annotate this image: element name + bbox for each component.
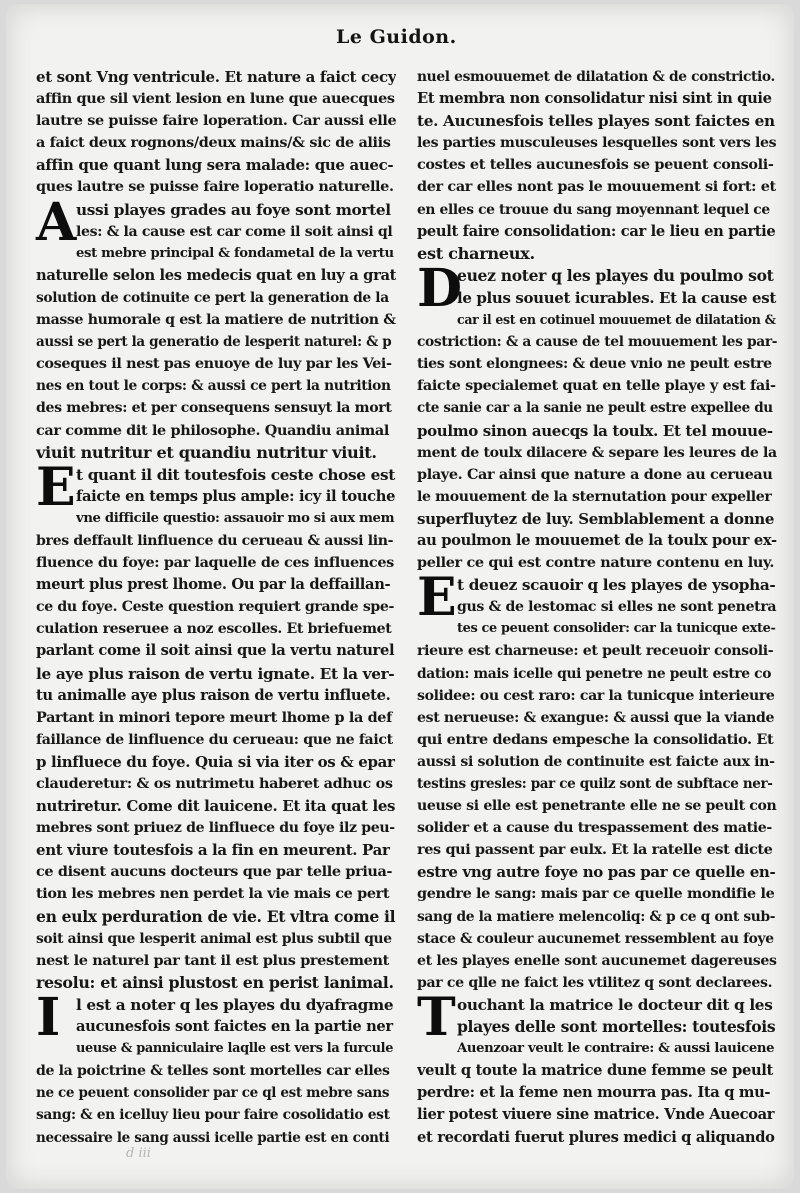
text-line: parlant come il soit ainsi que la vertu naturel (36, 642, 395, 660)
drop-capital: E (417, 567, 457, 629)
text-line: res qui passent par eulx. Et la ratelle est dicte (417, 841, 773, 859)
text-line: ties sont elongnees: & deue vnio ne peult estre (417, 356, 772, 373)
running-title: Le Guidon. (336, 26, 457, 48)
text-line: aucunesfois sont faictes en la partie ner (76, 1018, 393, 1036)
text-line: playes delle sont mortelles: toutesfois (457, 1017, 776, 1037)
text-line: l est a noter q les playes du dyafragme (76, 995, 394, 1014)
drop-capital: I (36, 986, 60, 1048)
text-line: ueuse si elle est penetrante elle ne se peult con (417, 798, 777, 815)
left-paragraph (36, 191, 396, 464)
text-line: perdre: et la feme nen mourra pas. Ita q mu- (417, 1084, 771, 1102)
text-line: gendre le sang: mais par ce quelle mondifie le (417, 885, 775, 903)
text-line: les parties musculeuses lesquelles sont vers les (417, 135, 777, 152)
text-line: masse humorale q est la matiere de nutrition & (36, 312, 396, 329)
text-line: lier potest viuere sine matrice. Vnde Auecoar (417, 1106, 775, 1124)
text-line: en elles ce trouue du sang moyennant lequel ce (417, 201, 770, 218)
folio-mark: d iii (126, 1146, 151, 1161)
text-line: bres deffault linfluence du cerueau & aussi lin- (36, 532, 394, 549)
text-line: des mebres: et per consequens sensuyt la mort (36, 400, 392, 417)
text-line: le plus souuet icurables. Et la cause est (457, 288, 776, 307)
text-line: playe. Car ainsi que nature a done au cerueau (417, 465, 773, 483)
text-line: resolu: et ainsi plustost en perist lanimal. (36, 972, 394, 992)
text-line: euez noter q les playes du poulmo sot (457, 265, 774, 285)
text-line: est nerueuse: & exangue: & aussi que la viande (417, 709, 775, 726)
text-line: naturelle selon les medecis quat en luy a grat (36, 266, 396, 284)
text-line: nes en tout le corps: & aussi ce pert la nutrition (36, 378, 391, 395)
text-line: solider et a cause du trespassement des matie- (417, 820, 772, 837)
drop-capital: E (36, 456, 76, 518)
text-line: ce du foye. Ceste question requiert grande spe- (36, 599, 395, 616)
text-line: nest le naturel par tant il est plus prestement (36, 951, 389, 969)
left-text-column (36, 66, 396, 1149)
text-line: car comme dit le philosophe. Quandiu animal (36, 421, 389, 439)
text-line: faillance de linfluence du cerueau: que ne faict (36, 731, 393, 748)
right-paragraph (417, 66, 777, 265)
left-paragraph (36, 456, 396, 994)
text-line: te. Aucunesfois telles playes sont faictes en (417, 112, 775, 131)
text-line: der car elles nont pas le mouuement si fort: et (417, 178, 776, 196)
text-line: tu animalle aye plus raison de vertu influete. (36, 686, 391, 704)
text-line: en eulx perduration de vie. Et vltra come il (36, 906, 396, 926)
text-line: vne difficile questio: assauoir mo si aux mem (76, 510, 395, 526)
text-line: p linfluece du foye. Quia si via iter os & epar (36, 752, 395, 771)
text-line: ueuse & panniculaire laqlle est vers la furcule (76, 1041, 394, 1057)
text-line: qui entre dedans empesche la consolidatio. Et (417, 730, 774, 748)
text-line: ouchant la matrice le docteur dit q les (457, 995, 773, 1014)
text-line: fluence du foye: par laquelle de ces influences (36, 554, 394, 572)
text-line: faicte en temps plus ample: icy il touche (76, 487, 396, 505)
text-line: et les playes enelle sont aucunemet dagereuses (417, 952, 777, 969)
text-line: sang de la matiere melencoliq: & p ce q ont sub- (417, 908, 776, 925)
text-line: de la poictrine & telles sont mortelles car elles (36, 1063, 390, 1080)
left-paragraph (36, 986, 396, 1149)
text-line: par ce qlle ne faict les vtilitez q sont declarees. (417, 974, 773, 991)
text-line: affin que sil vient lesion en lune que auecques (36, 90, 395, 108)
text-line: tes ce peuent consolider: car la tunicque exte- (457, 621, 776, 637)
text-line: mebres sont priuez de linfluece du foye ilz peu- (36, 820, 395, 837)
text-line: aussi si solution de continuite est faicte aux in- (417, 753, 775, 770)
text-line: ussi playes grades au foye sont mortel (76, 200, 391, 219)
right-paragraph (417, 567, 777, 994)
text-line: ment de toulx dilacere & separe les leures de la (417, 444, 777, 461)
text-line: dation: mais icelle qui penetre ne peult estre co (417, 665, 772, 682)
drop-capital: A (36, 191, 76, 253)
text-line: gus & de lestomac si elles ne sont penetra (457, 599, 777, 616)
text-line: rieure est charneuse: et peult receuoir consoli- (417, 643, 774, 660)
text-line: stace & couleur aucunemet ressemblent au foye (417, 930, 774, 947)
text-line: t deuez scauoir q les playes de ysopha- (457, 576, 776, 595)
text-line: clauderetur: & os nutrimetu haberet adhuc os (36, 775, 393, 792)
right-text-column (417, 66, 777, 1149)
text-line: nutriretur. Come dit lauicene. Et ita quat les (36, 797, 396, 816)
text-line: Auenzoar veult le contraire: & aussi lauicene (457, 1041, 775, 1057)
text-line: les: & la cause est car come il soit ainsi ql (76, 223, 393, 240)
text-line: nuel esmouuemet de dilatation & de constrictio. (417, 69, 775, 85)
text-line: est charneux. (417, 243, 535, 263)
text-line: et sont Vng ventricule. Et nature a faict cecy (36, 68, 396, 86)
text-line: Partant in minori tepore meurt lhome p la def (36, 708, 392, 726)
text-line: solidee: ou cest raro: car la tunicque interieure (417, 687, 775, 704)
text-line: le mouuement de la sternutation pour expeller (417, 488, 772, 505)
drop-capital: T (417, 986, 456, 1048)
text-line: ne ce peuent consolider par ce ql est mebre sans (36, 1085, 390, 1102)
text-line: testins gresles: par ce quilz sont de subftace ner- (417, 776, 773, 792)
left-paragraph (36, 66, 396, 199)
text-line: affin que quant lung sera malade: que auec- (36, 156, 394, 175)
right-paragraph (417, 986, 777, 1149)
text-line: peller ce qui est contre nature contenu en luy. (417, 554, 774, 572)
text-line: faicte specialemet quat en telle playe y est fai- (417, 377, 776, 395)
text-line: sang: & en icelluy lieu pour faire cosolidatio est (36, 1107, 390, 1124)
text-line: lautre se puisse faire loperation. Car aussi elle (36, 112, 396, 130)
text-line: meurt plus prest lhome. Ou par la deffaillan- (36, 576, 391, 594)
text-line: costes et telles aucunesfois se peuent consoli- (417, 156, 774, 174)
text-line: estre vng autre foye no pas par ce quelle en- (417, 863, 776, 882)
text-line: t quant il dit toutesfois ceste chose est (76, 465, 395, 484)
text-line: solution de cotinuite ce pert la generation de la (36, 289, 389, 306)
text-line: a faict deux rognons/deux mains/& sic de aliis (36, 134, 391, 152)
text-line: tion les mebres nen perdet la vie mais ce pert (36, 885, 390, 903)
text-line: viuit nutritur et quandiu nutritur viuit. (36, 442, 377, 462)
text-line: culation reseruee a noz escolles. Et briefuemet (36, 621, 392, 638)
text-line: costriction: & a cause de tel mouuement les par- (417, 334, 777, 351)
text-line: ques lautre se puisse faire loperatio naturelle. (36, 178, 394, 196)
text-line: superfluytez de luy. Semblablement a donne (417, 509, 775, 528)
text-line: Et membra non consolidatur nisi sint in quie (417, 90, 772, 108)
drop-capital: D (417, 257, 462, 319)
text-line: car il est en cotinuel mouuemet de dilatation & (457, 312, 776, 328)
show-through-text (36, 32, 41, 50)
text-line: ent viure toutesfois a la fin en meurent. Par (36, 841, 390, 860)
text-line: le aye plus raison de vertu ignate. Et la ver- (36, 664, 395, 683)
text-line: cte sanie car a la sanie ne peult estre expellee du (417, 400, 773, 417)
text-line: veult q toute la matrice dune femme se peult (417, 1062, 773, 1080)
right-paragraph (417, 257, 777, 574)
text-line: aussi se pert la generatio de lesperit naturel: & p (36, 334, 392, 351)
text-line: soit ainsi que lesperit animal est plus subtil que (36, 930, 392, 947)
text-line: peult faire consolidation: car le lieu en partie (417, 222, 776, 240)
text-line: coseques il nest pas enuoye de luy par les Vei- (36, 355, 392, 373)
book-page (6, 4, 794, 1189)
text-line: poulmo sinon auecqs la toulx. Et tel mouue- (417, 421, 773, 440)
text-line: au poulmon le mouuemet de la toulx pour ex- (417, 531, 777, 549)
text-line: necessaire le sang aussi icelle partie est en conti (36, 1129, 390, 1146)
text-line: est mebre principal & fondametal de la vertu (76, 245, 394, 261)
text-line: ce disent aucuns docteurs que par telle priua- (36, 863, 393, 881)
text-line: et recordati fuerut plures medici q aliquando (417, 1128, 775, 1146)
